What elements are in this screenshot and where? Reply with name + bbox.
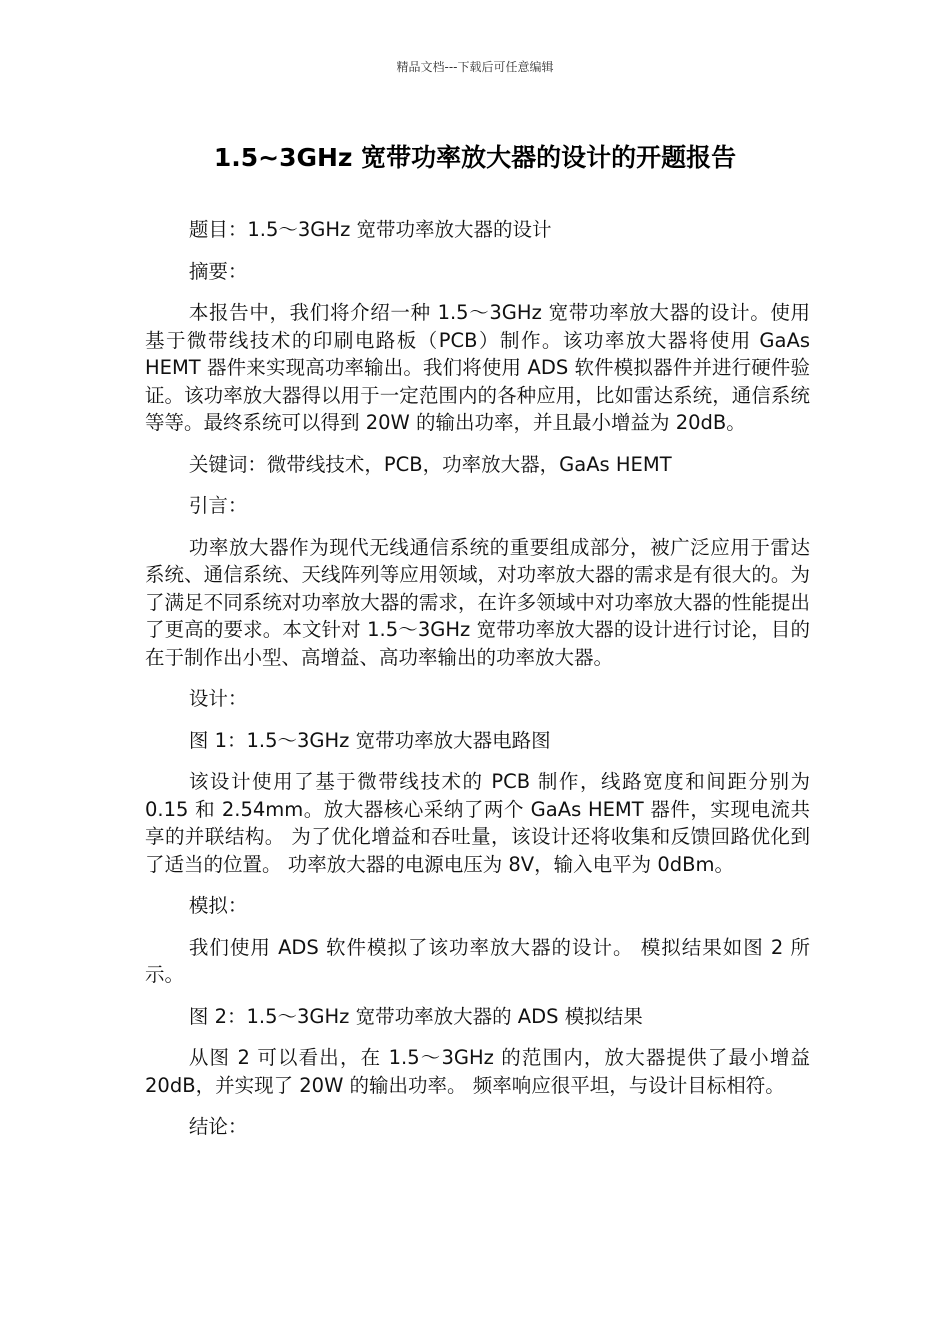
document-title: 1.5~3GHz 宽带功率放大器的设计的开题报告 bbox=[213, 143, 737, 172]
simulation-heading: 模拟： bbox=[188, 894, 248, 917]
conclusion-heading: 结论： bbox=[188, 1115, 248, 1138]
design-paragraph: 该设计使用了基于微带线技术的 PCB 制作，线路宽度和间距分别为 0.15 和 2.54mm。放大器核心采纳了两个 GaAs HEMT 器件，实现电流共享的并联结构。 为了优化增益和吞吐量，该设计还将收集和反馈回路优化到了适当的位置。 功率放大器的电源电压为 8V，输入电平为 0dBm。 bbox=[145, 770, 810, 876]
keywords-line: 关键词：微带线技术，PCB，功率放大器，GaAs HEMT bbox=[188, 452, 672, 476]
header-note: 精品文档---下载后可任意编辑 bbox=[396, 60, 554, 74]
document-body bbox=[145, 216, 810, 1155]
figure-1-caption: 图 1：1.5～3GHz 宽带功率放大器电路图 bbox=[188, 728, 551, 752]
results-paragraph: 从图 2 可以看出，在 1.5～3GHz 的范围内，放大器提供了最小增益 20dB，并实现了 20W 的输出功率。 频率响应很平坦，与设计目标相符。 bbox=[145, 1046, 810, 1097]
intro-paragraph: 功率放大器作为现代无线通信系统的重要组成部分，被广泛应用于雷达系统、通信系统、天线阵列等应用领域，对功率放大器的需求是有很大的。为了满足不同系统对功率放大器的需求，在许多领域中对功率放大器的性能提出了更高的要求。本文针对 1.5～3GHz 宽带功率放大器的设计进行讨论，目的在于制作出小型、高增益、高功率输出的功率放大器。 bbox=[145, 535, 810, 669]
intro-heading: 引言： bbox=[188, 494, 248, 517]
abstract-paragraph: 本报告中，我们将介绍一种 1.5～3GHz 宽带功率放大器的设计。使用基于微带线技术的印刷电路板（PCB）制作。该功率放大器将使用 GaAs HEMT 器件来实现高功率输出。我们将使用 ADS 软件模拟器件并进行硬件验证。该功率放大器得以用于一定范围内的各种应用，比如雷达系统，通信系统等等。最终系统可以得到 20W 的输出功率，并且最小增益为 20dB。 bbox=[145, 301, 810, 434]
abstract-heading: 摘要： bbox=[188, 259, 248, 283]
design-heading: 设计： bbox=[188, 687, 248, 710]
topic-line: 题目：1.5～3GHz 宽带功率放大器的设计 bbox=[188, 218, 552, 241]
simulation-paragraph: 我们使用 ADS 软件模拟了该功率放大器的设计。 模拟结果如图 2 所示。 bbox=[145, 935, 810, 986]
figure-2-caption: 图 2：1.5～3GHz 宽带功率放大器的 ADS 模拟结果 bbox=[188, 1004, 643, 1028]
